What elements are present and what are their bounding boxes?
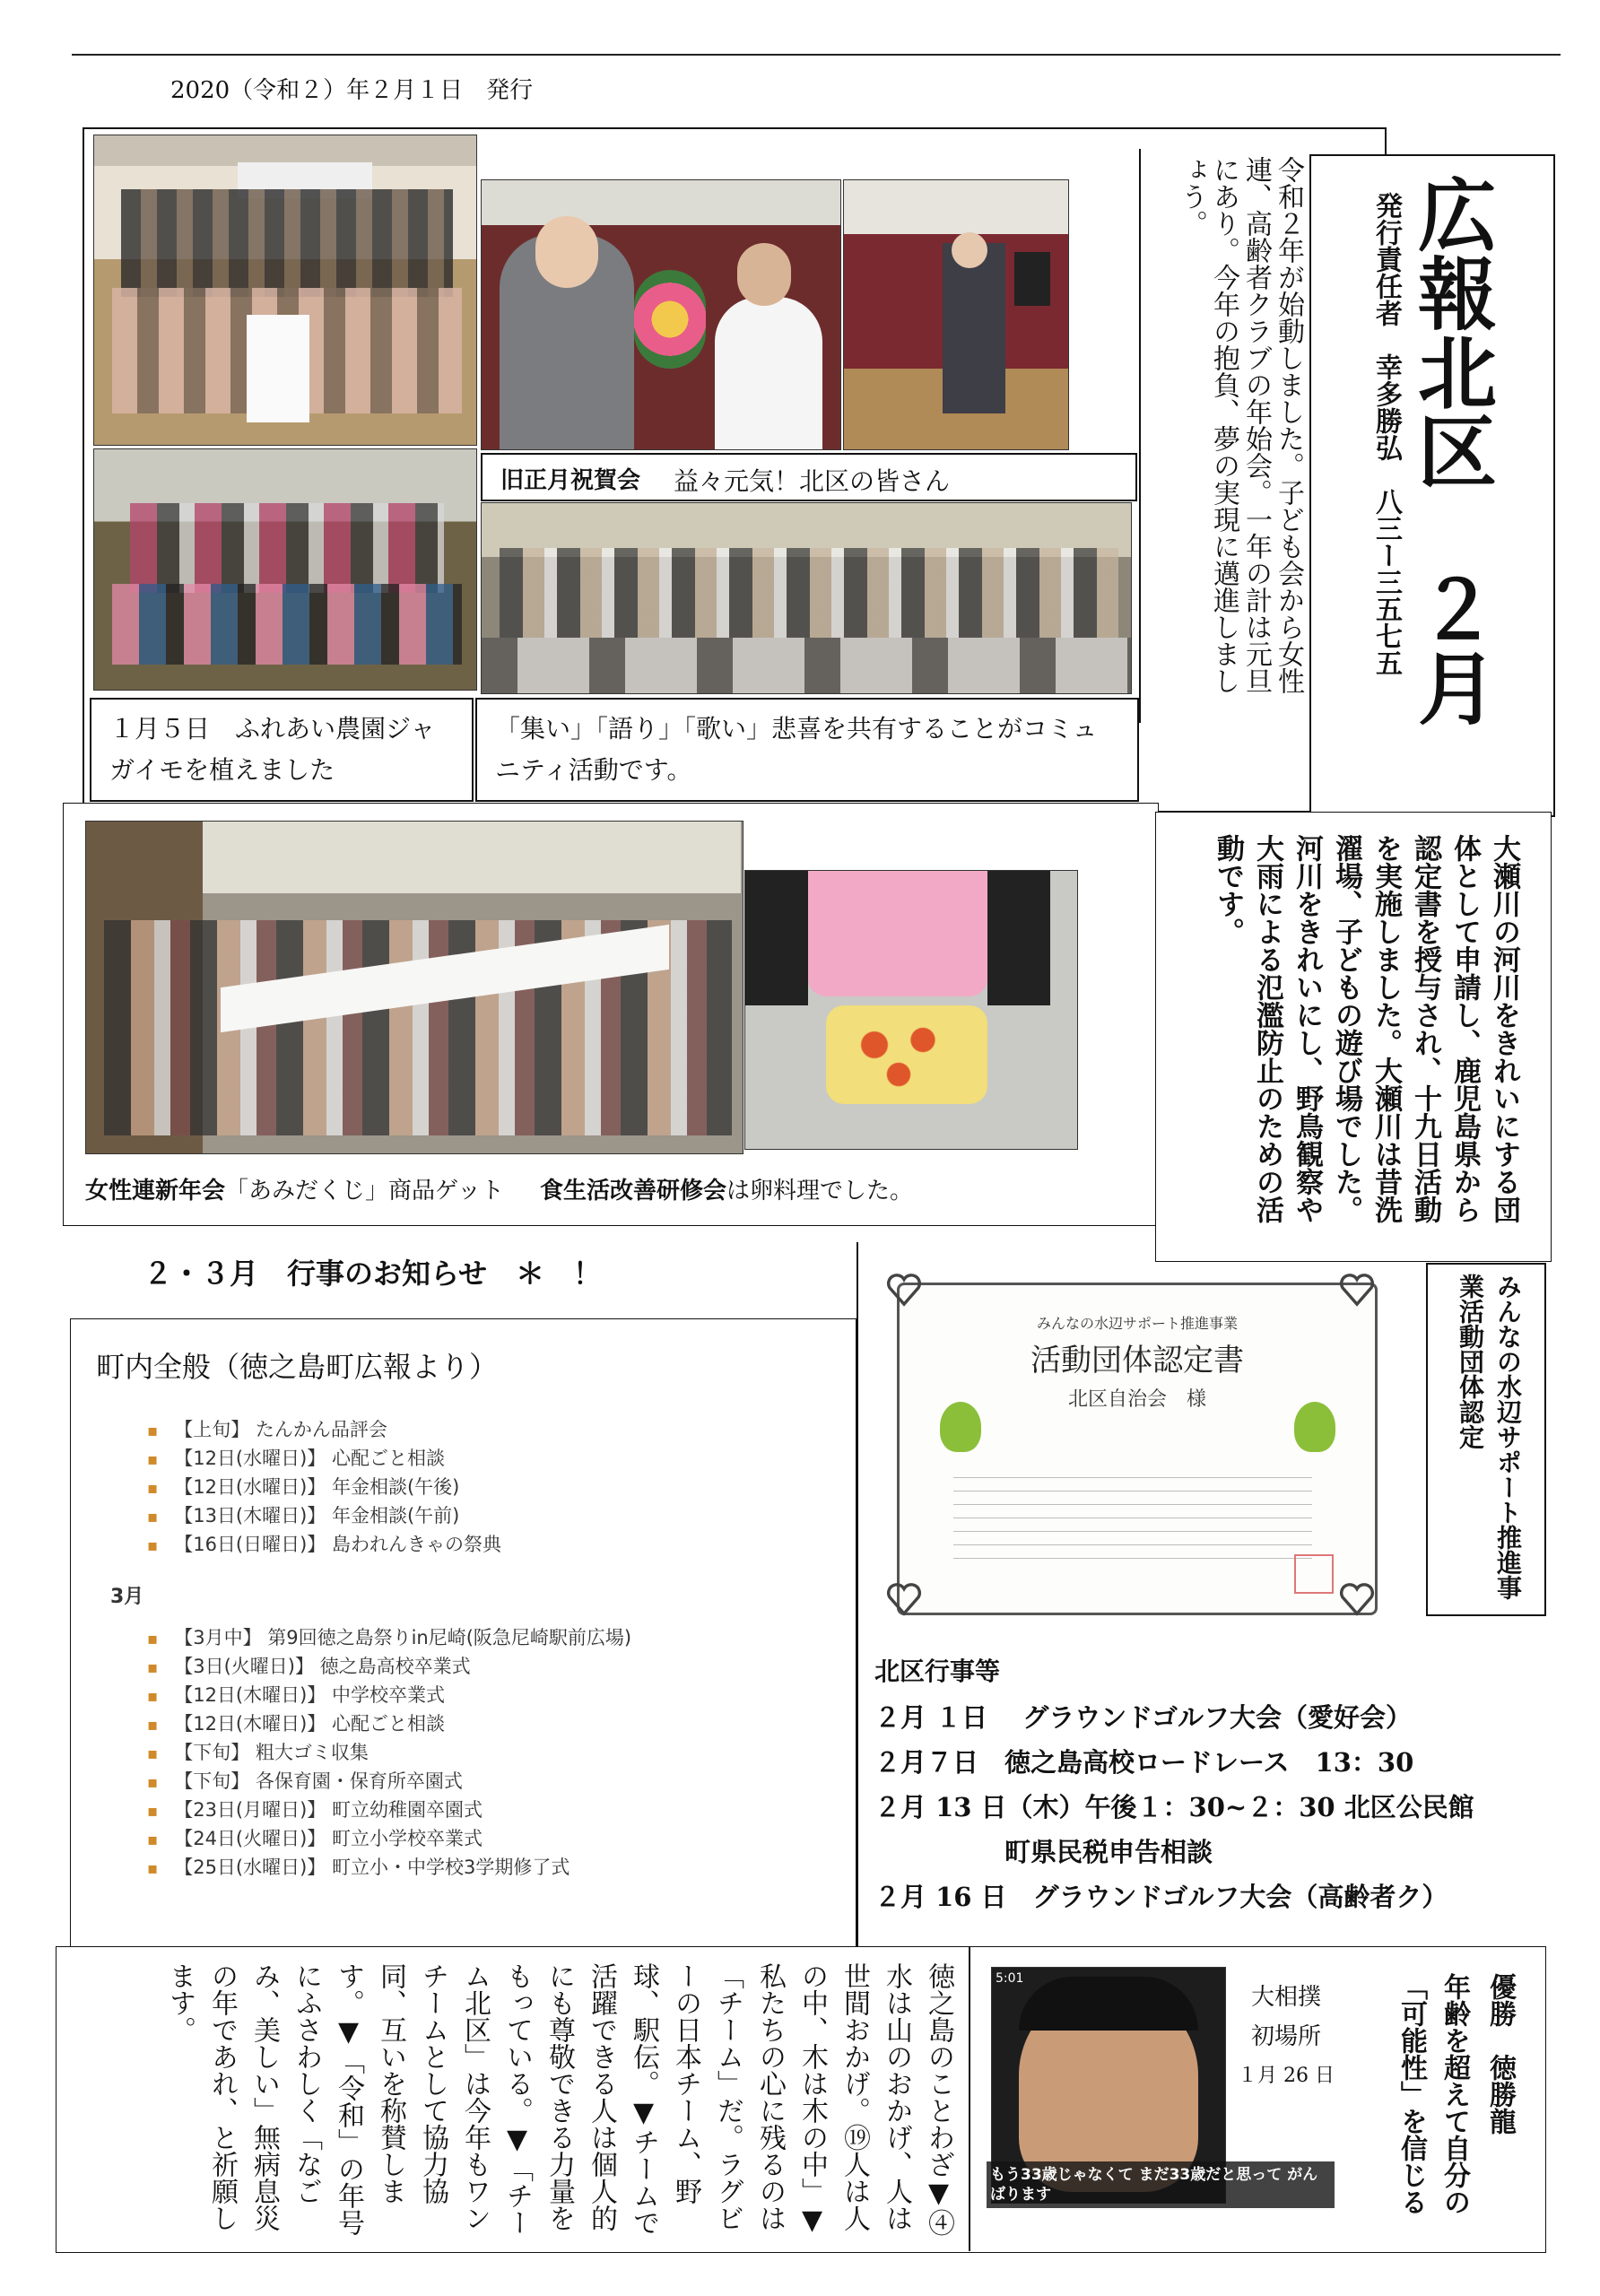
river-text: 大瀬川の河川をきれいにする団体として申請し、鹿児島県から認定書を授与され、十九日活動を実施しました。大瀬川は昔洗濯場、子どもの遊び場でした。河川をきれいにし、野鳥観察や大雨による氾濫防止のための活動です。 [1212,834,1520,1223]
march-label: 3月 [110,1586,144,1608]
tv-subtitle: もう33歳じゃなくて まだ33歳だと思って がんばります [987,2161,1335,2208]
tv-time: 5:01 [996,1971,1024,1986]
singer-photo [843,179,1069,450]
new-year-message: 令和２年が始動しました。子ども会から女性連、高齢者クラブの年始会。一年の計は元旦にあり。今年の抱負、夢の実現に邁進しましょう。 [1176,156,1304,694]
cooking-photo [744,870,1078,1150]
list-item: ▪ 【下旬】 各保育園・保育所卒園式 [147,1768,631,1796]
list-item: ▪ 【3月中】 第9回徳之島祭りin尼崎(阪急尼崎駅前広場) [147,1624,631,1653]
celebration-title-box [481,453,1137,501]
heart-corner-icon [1336,1269,1378,1310]
group-photo [93,135,477,446]
sumo-winner: 優勝 徳勝龍 [1484,1973,1516,2135]
womens-text1: 「あみだくじ」商品ゲット [225,1178,504,1205]
river-box [1155,812,1552,1262]
issue-date: 2020（令和２）年２月１日 発行 [170,77,534,104]
farm-caption: １月５日 ふれあい農園ジャガイモを植えました [109,714,436,785]
list-item: ２月 13 日（木）午後１：30~２：30 北区公民館 [874,1792,1474,1822]
list-item: ▪ 【12日(水曜日)】 心配ごと相談 [147,1445,501,1474]
list-item: ▪ 【24日(火曜日)】 町立小学校卒業式 [147,1825,631,1854]
mar-events-list [147,1624,631,1883]
town-events-box [70,1318,857,1948]
kita-events-list [874,1695,1474,1919]
events-heading: ２・３月 行事のお知らせ ＊ ！ [143,1257,603,1291]
womens-bold1: 女性連新年会 [85,1178,226,1205]
certificate-title: 活動団体認定書 [1030,1343,1244,1378]
masthead-box [1309,154,1555,817]
womens-bold2: 食生活改善研修会 [539,1178,726,1205]
list-item: ２月 １日 グラウンドゴルフ大会（愛好会） [874,1702,1413,1733]
column-area [63,1953,960,2244]
new-year-message-box [1139,149,1311,723]
list-item: ▪ 【12日(水曜日)】 年金相談(午後) [147,1474,501,1502]
feb-events-list [147,1416,501,1560]
celebration-caption-box [475,698,1139,802]
list-item: ▪ 【16日(日曜日)】 島われんきゃの祭典 [147,1531,501,1560]
speech-photo [481,179,841,450]
water-support-label-box [1426,1263,1546,1616]
publisher: 発行責任者 幸多勝弘 八三ー三五七五 [1370,192,1402,676]
heart-corner-icon [1336,1578,1378,1620]
womens-caption [85,1172,913,1205]
farm-photo [93,448,477,691]
top-rule [72,54,1561,56]
celebration-title-rest: 益々元気！北区の皆さん [648,466,951,496]
column-divider [969,1946,970,2251]
sumo-caption-date: １月 26 日 [1238,2065,1335,2087]
column-text: 徳之島のことわざ▼④水は山のおかげ、人は世間おかげ。⑲人は人の中、木は木の中」▼私たちの心に残るのは「チーム」だ。ラグビーの日本チーム、野球、駅伝。▼チームで活躍できる人は個人的にも尊敬できる力量をもっている。▼「チーム北区」は今年もワンチームとして協力協同、互いを称賛します。▼「令和」の年号にふさわしく「なごみ、美しい」無病息災の年であれ、と祈願します。 [164,1962,954,2236]
frog-mascot-icon [940,1402,981,1452]
sumo-caption-line1: 大相撲 [1250,1984,1321,2011]
list-item: ２月７日 徳之島高校ロードレース 13：30 [874,1747,1414,1778]
list-item: ２月 16 日 グラウンドゴルフ大会（高齢者ク） [874,1882,1448,1912]
frog-mascot-icon [1294,1402,1335,1452]
celebration-caption: 「集い」「語り」「歌い」悲喜を共有することがコミュニティ活動です。 [495,714,1098,785]
town-heading: 町内全般（徳之島町広報より） [96,1350,499,1384]
heart-corner-icon [883,1578,925,1620]
sumo-caption-line2: 初場所 [1250,2023,1321,2050]
party-photo [481,502,1132,694]
sumo-message: 年齢を超えて自分の「可能性」を信じる [1396,1973,1470,2215]
certificate-program: みんなの水辺サポート推進事業 [1036,1315,1238,1332]
events-divider [857,1242,858,1946]
womens-party-photo [85,821,743,1154]
certificate-recipient: 北区自治会 様 [1067,1388,1206,1411]
seal-stamp [1294,1554,1334,1594]
list-item: ▪ 【12日(木曜日)】 中学校卒業式 [147,1682,631,1710]
list-item: ▪ 【23日(月曜日)】 町立幼稚園卒園式 [147,1796,631,1825]
list-item: ▪ 【12日(木曜日)】 心配ごと相談 [147,1710,631,1739]
certificate-body-lines [953,1465,1312,1563]
sumo-caption [1238,1978,1335,2096]
certificate [897,1283,1378,1615]
list-item: ▪ 【下旬】 粗大ゴミ収集 [147,1739,631,1768]
list-item: ▪ 【3日(火曜日)】 徳之島高校卒業式 [147,1653,631,1682]
heart-corner-icon [883,1269,925,1310]
womens-text2: は卵料理でした。 [726,1178,914,1205]
list-item: ▪ 【13日(木曜日)】 年金相談(午前) [147,1502,501,1531]
masthead-title: 広報北区 ２月 [1405,174,1498,726]
list-item: 町県民税申告相談 [874,1837,1213,1867]
water-support-label: みんなの水辺サポート推進事業活動団体認定 [1456,1274,1523,1600]
celebration-title-bold: 旧正月祝賀会 [500,467,641,494]
list-item: ▪ 【上旬】 たんかん品評会 [147,1416,501,1445]
farm-caption-box [90,698,474,802]
kita-events-heading: 北区行事等 [874,1657,1001,1686]
list-item: ▪ 【25日(水曜日)】 町立小・中学校3学期修了式 [147,1854,631,1883]
